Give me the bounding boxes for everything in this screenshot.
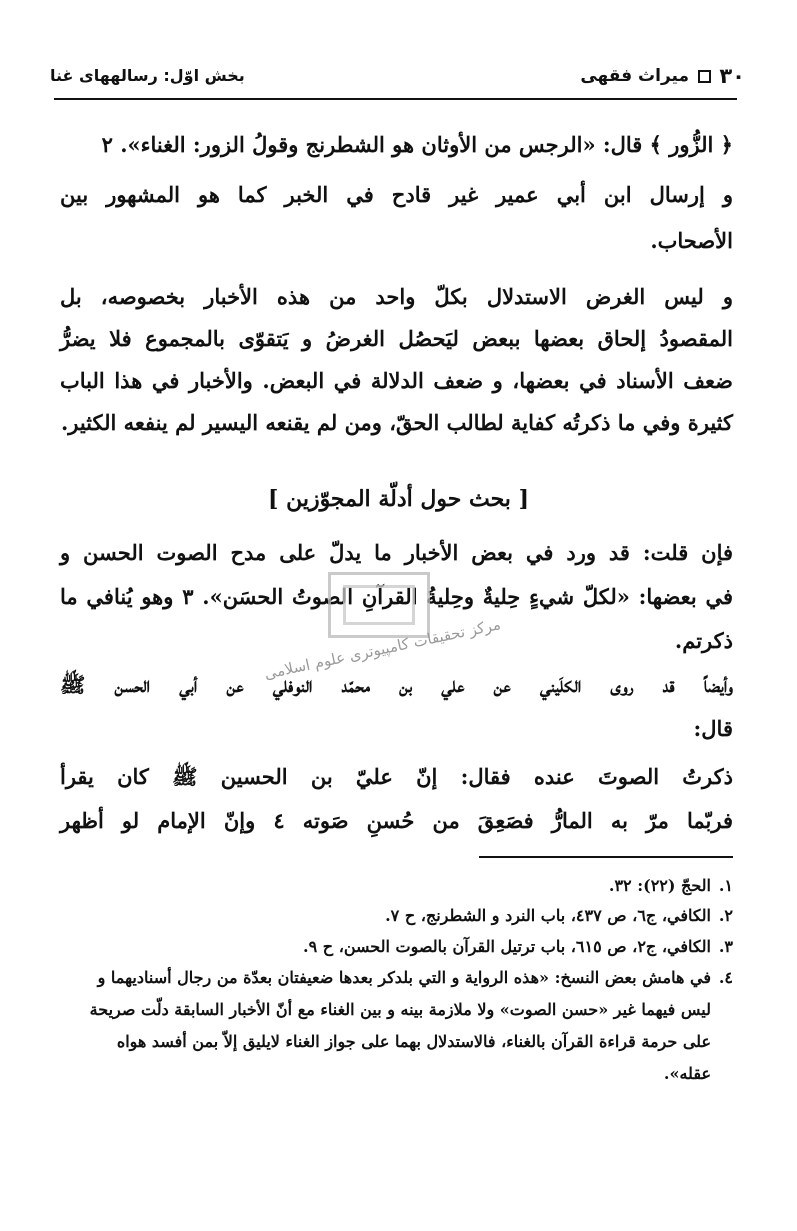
text-line: ضعف الأسناد في بعضها، و ضعف الدلالة في البعض. والأخبار في هذا الباب — [60, 368, 733, 393]
footnote — [60, 906, 733, 925]
watermark-text: مركز تحقيقات كامپيوتری علوم اسلامی — [262, 615, 503, 683]
page-number: ٣٠ — [719, 64, 745, 88]
text-line: ذكرتم. — [674, 628, 733, 653]
text-line: فإن قلت: قد ورد في بعض الأخبار ما يدلّ على مدح الصوت الحسن و — [60, 540, 733, 565]
header-rule — [54, 98, 737, 100]
text-line: الأصحاب. — [650, 228, 733, 253]
text-line: فربّما مرّ به المارُّ فصَعِقَ من حُسنِ صَوته ٤ وإنّ الإمام لو أظهر — [60, 808, 733, 833]
footnote-text: على حرمة قراءة القرآن بالغناء، فالاستدلال بهما على جواز الغناء لايليق إلاّ بمن أفسد هواه — [116, 1032, 711, 1051]
footnote-continuation — [60, 1032, 733, 1051]
text-line: ﴿ الزُّور ﴾ قال: «الرجس من الأوثان هو الشطرنج وقولُ الزور: الغناء». ٢ — [101, 132, 733, 157]
footnote-text: في هامش بعض النسخ: «هذه الرواية و التي بلدكر بعدها ضعيفتان بعدّة من رجال أسناديهما و — [97, 968, 711, 987]
text-line: وأيضاً قد روى الكلَيني عن علي بن محمّد النوفلي عن أبي الحسن ﷺ — [60, 672, 733, 697]
library-stamp — [328, 572, 430, 638]
section-heading: [ بحث حول أدلّة المجوّزين ] — [268, 486, 529, 512]
footnote-text: الكافي، ج٦، ص ٤٣٧، باب النرد و الشطرنج، ح ٧. — [385, 906, 711, 925]
footnote-continuation — [60, 1000, 733, 1019]
footnote — [60, 968, 733, 987]
book-title: میراث فقهی — [580, 66, 689, 86]
footnote-text: الكافي، ج٢، ص ٦١٥، باب ترتيل القرآن بالصوت الحسن، ح ٩. — [303, 937, 711, 956]
text-line: قال: — [693, 716, 733, 741]
footnote — [60, 876, 733, 895]
footnote-number: ٢. — [718, 906, 733, 925]
text-line: كثيرة وفي ما ذكرتُه كفاية لطالب الحقّ، ومن لم يقنعه اليسير لم ينفعه الكثير. — [60, 410, 733, 435]
footnote-number: ١. — [718, 876, 733, 895]
footnote-text: الحجّ (٢٢): ٣٢. — [608, 876, 711, 895]
text-line: المقصودُ إلحاق بعضها ببعض ليَحصُل الغرضُ و يَتقوّى بالمجموع فلا يضرُّ — [60, 326, 733, 351]
footnote-number: ٤. — [718, 968, 733, 987]
footnote-rule — [479, 856, 733, 858]
square-ornament-icon — [698, 70, 711, 83]
footnote-number: ٣. — [718, 937, 733, 956]
text-line: و ليس الغرض الاستدلال بكلّ واحد من هذه الأخبار بخصوصه، بل — [60, 284, 733, 309]
footnote-text: عقله». — [663, 1064, 711, 1083]
section-title: بخش اوّل: رسالههای غنا — [50, 66, 245, 85]
text-line: ذكرتُ الصوتَ عنده فقال: إنّ عليّ بن الحسين ﷺ كان يقرأ — [60, 764, 733, 789]
footnote-continuation — [60, 1064, 733, 1083]
text-line: في بعضها: «لكلّ شيءٍ حِليةٌ وحِليةُ القرآنِ الصوتُ الحسَن». ٣ وهو يُنافي ما — [60, 584, 733, 609]
footnote — [60, 937, 733, 956]
running-header — [50, 62, 745, 92]
footnote-text: ليس فيهما غير «حسن الصوت» ولا ملازمة بينه و بين الغناء مع أنّ الأخبار السابقة دلّت صريحة — [89, 1000, 711, 1019]
text-line: و إرسال ابن أبي عمير غير قادح في الخبر كما هو المشهور بين — [60, 182, 733, 207]
